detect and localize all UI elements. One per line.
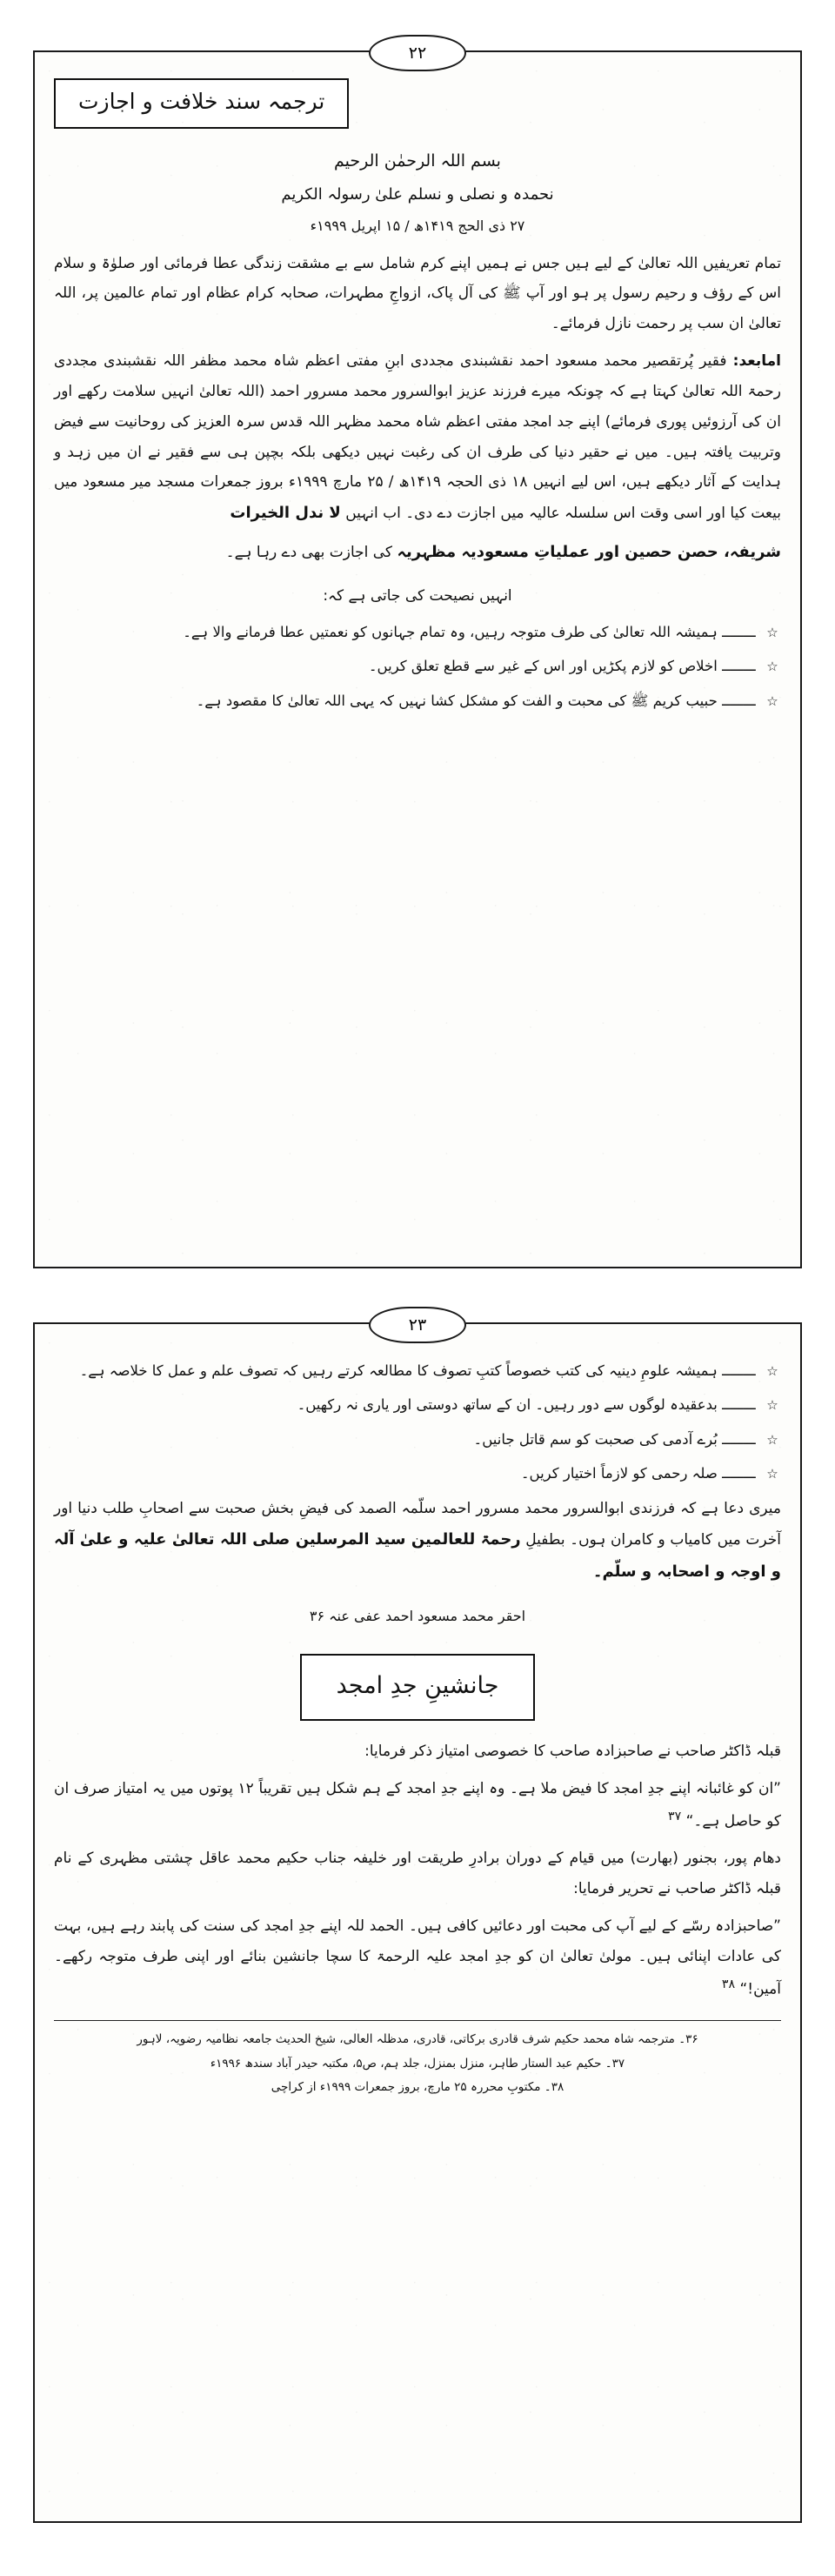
footnote-divider [54, 2020, 781, 2021]
star-icon: ☆ [766, 693, 778, 709]
section-heading: جانشینِ جدِ امجد [300, 1654, 536, 1721]
star-icon: ☆ [766, 659, 778, 675]
leader-dashes: ــــــــ [722, 1362, 756, 1379]
intro-paragraph-two: دھام پور، بجنور (بھارت) میں قیام کے دوران برادرِ طریقت اور خلیفہ جناب حکیم محمد عاقل چشتی مظہری کے نام قبلہ ڈاکٹر صاحب نے تحریر فرمایا: [54, 1850, 781, 1898]
intro-paragraph-one: قبلہ ڈاکٹر صاحب نے صاحبزادہ صاحب کا خصوصی امتیاز ذکر فرمایا: [364, 1743, 781, 1761]
list-item [54, 687, 781, 714]
quotation-one [54, 1774, 781, 1837]
title-row [54, 78, 781, 132]
advice-text: حبیب کریم ﷺ کی محبت و الفت کو مشکل کشا نہیں کہ یہی اللہ تعالیٰ کا مقصود ہے۔ [196, 692, 718, 709]
footnote-item: ۳۶۔ مترجمہ شاہ محمد حکیم شرف قادری برکاتی، قادری، مدظلہ العالی، شیخ الحدیث جامعہ نظامیہ رضویہ، لاہور [137, 2032, 698, 2047]
star-icon: ☆ [766, 1397, 778, 1414]
leader-dashes: ــــــــ [722, 658, 756, 675]
list-item [54, 1357, 781, 1384]
quotation-two [54, 1911, 781, 2004]
paragraph-one: تمام تعریفیں اللہ تعالیٰ کے لیے ہیں جس نے ہمیں اپنے کرم شامل سے بے مشقت زندگی عطا فرمائی اور صلوٰۃ و سلام اس کے رؤف و رحیم رسول پر ہو اور آپ ﷺ کی آل پاک، ازواجِ مطہرات، صحابہ کرام عظام اور تمام عالمین پر، اللہ تعالیٰ ان سب پر رحمت نازل فرمائے۔ [54, 254, 781, 333]
paragraph-two [54, 346, 781, 530]
advice-text: ہمیشہ علومِ دینیہ کی کتب خصوصاً کتبِ تصوف کا مطالعہ کرتے رہیں کہ تصوف علم و عمل کا خلاصہ ہے۔ [79, 1362, 718, 1379]
scan-sheet-one [33, 43, 802, 1268]
arabic-praise-line: نحمدہ و نصلی و نسلم علیٰ رسولہ الکریم [281, 184, 554, 204]
star-icon: ☆ [766, 624, 778, 640]
ijazat-title-two: شریفہ، حصن حصین اور عملیاتِ مسعودیہ مظہریہ [397, 543, 781, 562]
basmala-line: بسم اللہ الرحمٰن الرحیم [334, 151, 501, 171]
footnote-item: ۳۸۔ مکتوبِ محررہ ۲۵ مارچ، بروز جمعرات ۱۹۹۹ء از کراچی [271, 2079, 564, 2094]
signature-line: احقر محمد مسعود احمد عفی عنہ ۳۶ [309, 1608, 526, 1624]
footnote-item: ۳۷۔ حکیم عبد الستار طاہر، منزل بمنزل، جلد ہم، ص۵، مکتبہ حیدر آباد سندھ ۱۹۹۶ء [210, 2056, 625, 2071]
advice-text: ہمیشہ اللہ تعالیٰ کی طرف متوجہ رہیں، وہ تمام جہانوں کو نعمتیں عطا فرمانے والا ہے۔ [183, 623, 718, 640]
dua-text: میری دعا ہے کہ فرزندی ابوالسرور محمد مسرور احمد سلّمہ الصمد کی فیضِ بخش صحبت سے اصحابِ طلب دنیا اور آخرت میں کامیاب و کامران ہوں۔ بطفیلِ [54, 1500, 781, 1549]
page-one-content [54, 78, 781, 1251]
footnote-list [54, 2028, 781, 2098]
list-item [54, 1426, 781, 1453]
leader-dashes: ــــــــ [722, 1430, 756, 1448]
advice-text: صلہ رحمی کو لازماً اختیار کریں۔ [520, 1465, 718, 1482]
star-icon: ☆ [766, 1363, 778, 1379]
page-two-content [54, 1350, 781, 2506]
leader-dashes: ــــــــ [722, 692, 756, 709]
page-title: ترجمہ سند خلافت و اجازت [54, 78, 349, 129]
footnote-ref-37: ۳۷ [668, 1809, 682, 1823]
amma-baad-label: امابعد: [732, 352, 782, 371]
folio-number-page-one: ۲۲ [369, 35, 466, 71]
footnote-ref-38: ۳۸ [721, 1977, 736, 1991]
scan-sheet-two [33, 1315, 802, 2523]
list-item [54, 1391, 781, 1418]
star-icon: ☆ [766, 1466, 778, 1482]
quotation-one-text: ”ان کو غائبانہ اپنے جدِ امجد کا فیض ملا ہے۔ وہ اپنے جدِ امجد کے ہم شکل ہیں تقریباً ۱۲ پوتوں میں یہ امتیاز صرف ان کو حاصل ہے۔“ [54, 1779, 781, 1830]
list-item [54, 1460, 781, 1487]
advice-text: اخلاص کو لازم پکڑیں اور اس کے غیر سے قطع تعلق کریں۔ [368, 658, 718, 675]
list-item [54, 652, 781, 679]
date-line: ۲۷ ذی الحج ۱۴۱۹ھ / ۱۵ اپریل ۱۹۹۹ء [310, 217, 525, 234]
paragraph-two-text: فقیر پُرتقصیر محمد مسعود احمد نقشبندی مجددی ابنِ مفتی اعظم شاہ محمد مظفر اللہ نقشبندی مجددی رحمۃ اللہ تعالیٰ کہتا ہے کہ چونکہ میرے فرزند عزیز ابوالسرور محمد مسرور احمد (اللہ تعالیٰ انہیں سلامت رکھے اور ان کی آرزوئیں پوری فرمائے) اپنے جد امجد مفتی اعظم شاہ محمد مظہر اللہ قدس سرہ العزیز کی روحانیت سے فیض وتربیت یافتہ ہیں۔ میں نے حقیر دنیا کی طرف ان کی رغبت نہیں دیکھی بلکہ بچپن ہی سے فقیر نے ان میں زہد و ہدایت کے آثار دیکھے ہیں، اس لیے انہیں ۱۸ ذی الحجہ ۱۴۱۹ھ / ۲۵ مارچ ۱۹۹۹ء بروز جمعرات مسجد میر مسعود میں بیعت کیا اور اسی وقت اس سلسلہ عالیہ میں اجازت دے دی۔ اب انہیں [54, 352, 781, 523]
dua-paragraph [54, 1494, 781, 1589]
quotation-two-text: ”صاحبزادہ رسّے کے لیے آپ کی محبت اور دعائیں کافی ہیں۔ الحمد للہ اپنے جدِ امجد کی سنت کی پابند رہے ہیں، بہت کی عادات اپنائی ہیں۔ مولیٰ تعالیٰ ان کو جدِ امجد علیہ الرحمۃ کا سچا جانشین بنائے اور اپنی طرف متوجہ رکھے۔ آمین!“ [54, 1917, 781, 1998]
paragraph-three [54, 537, 781, 569]
paragraph-three-text: کی اجازت بھی دے رہا ہے۔ [225, 544, 393, 562]
advice-list-page-one [54, 619, 781, 714]
advice-intro-page-one: انہیں نصیحت کی جاتی ہے کہ: [323, 587, 512, 606]
advice-text: بُرے آدمی کی صحبت کو سم قاتل جانیں۔ [473, 1430, 718, 1448]
leader-dashes: ــــــــ [722, 1396, 756, 1414]
ijazat-title-one: لا ندل الخیرات [230, 504, 341, 523]
list-item [54, 619, 781, 646]
advice-text: بدعقیدہ لوگوں سے دور رہیں۔ ان کے ساتھ دوستی اور یاری نہ رکھیں۔ [297, 1396, 718, 1414]
leader-dashes: ــــــــ [722, 1465, 756, 1482]
dua-arabic-bold: رحمۃ للعالمین سید المرسلین صلی اللہ تعالیٰ علیہ و علیٰ آلہ و اوجہ و اصحابہ و سلّم۔ [54, 1530, 781, 1582]
star-icon: ☆ [766, 1431, 778, 1448]
leader-dashes: ــــــــ [722, 623, 756, 640]
folio-number-page-two: ۲۳ [369, 1307, 466, 1343]
section-heading-row [54, 1654, 781, 1721]
advice-list-page-two [54, 1357, 781, 1487]
